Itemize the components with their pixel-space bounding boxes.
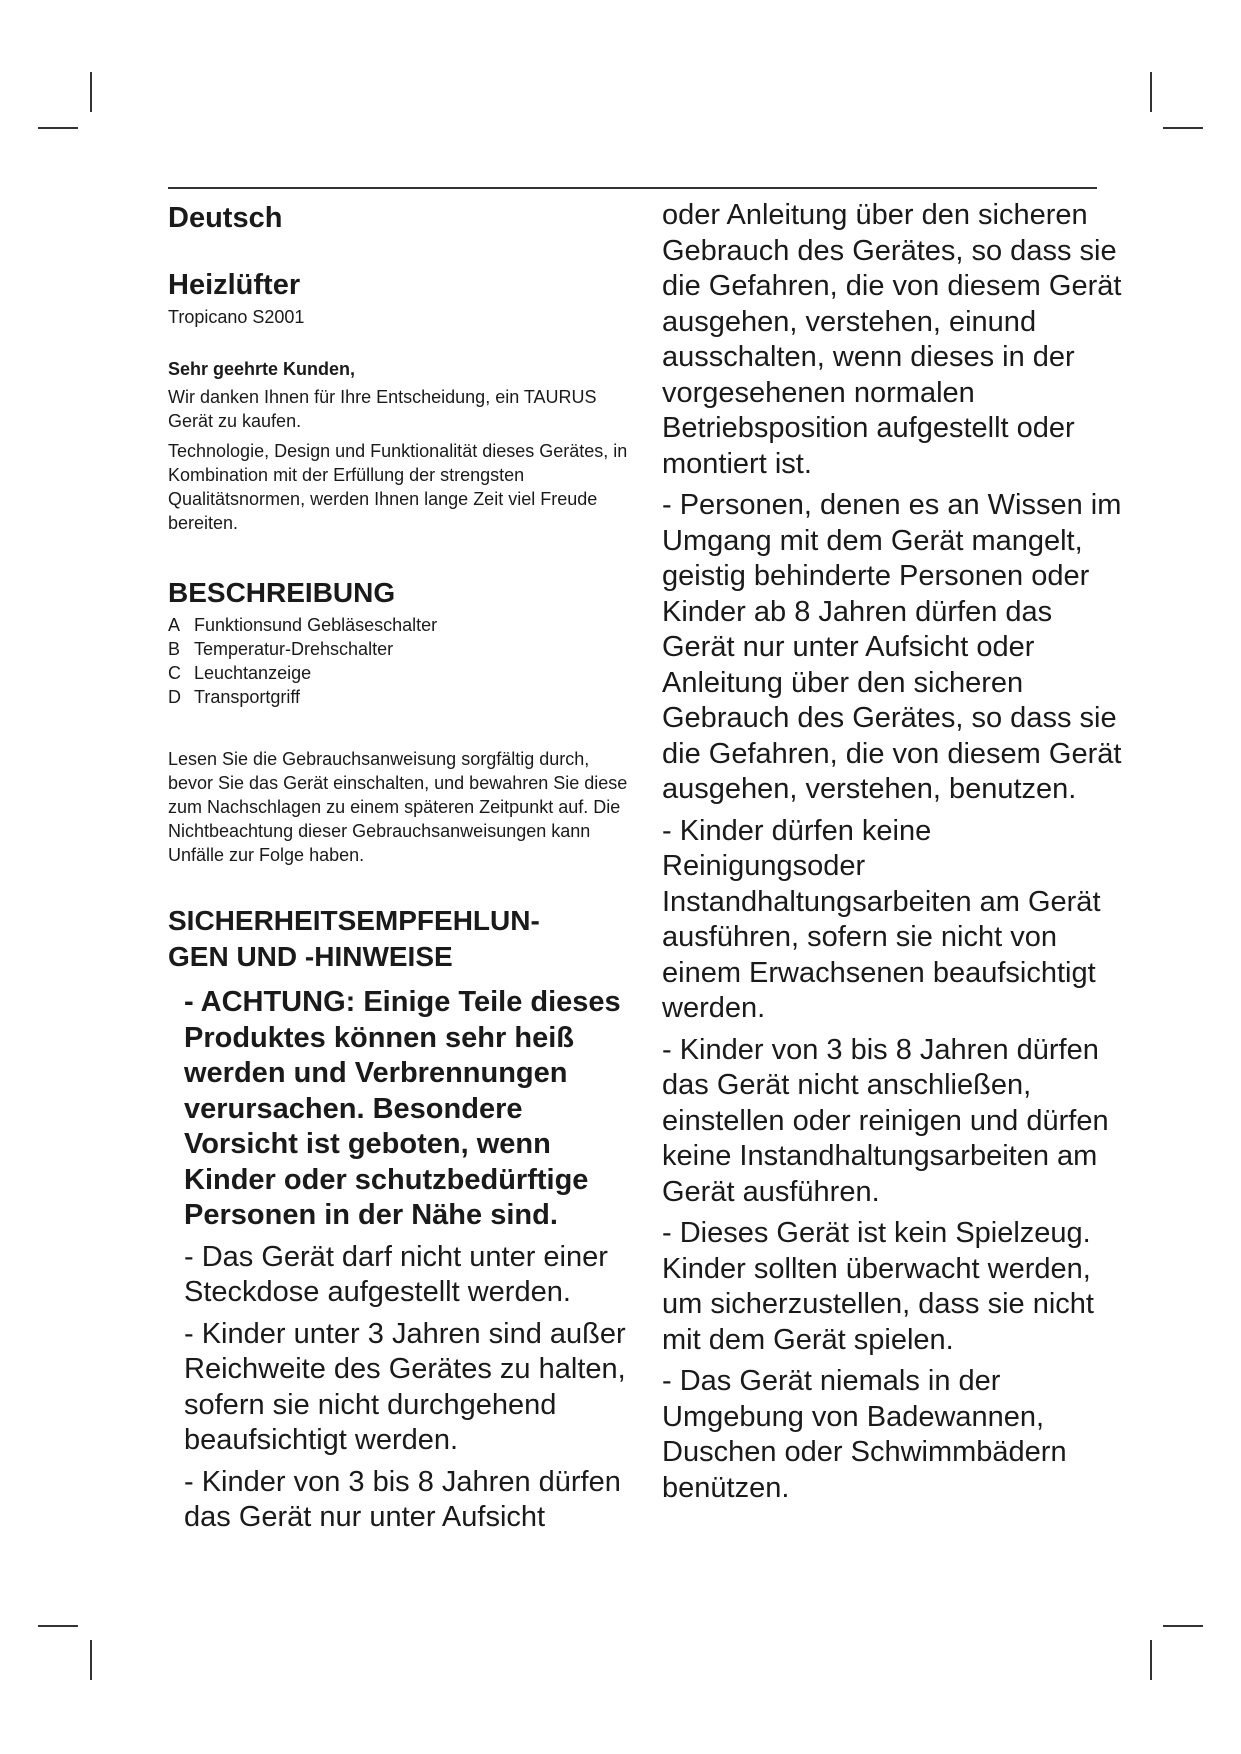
quality-paragraph: Technologie, Design und Funktionalität dieses Gerätes, in Kombination mit der Erfüllung der strengsten Qualitätsnormen, werden Ihnen lange Zeit viel Freude bereiten. [168,441,628,533]
greeting: Sehr geehrte Kunden, [168,359,356,379]
list-item: B Temperatur-Drehschalter [168,639,394,659]
safety-item: oder Anleitung über den sicheren Gebrauch des Gerätes, so dass sie die Gefahren, die von diesem Gerät ausgehen, verstehen, einund ausschalten, wenn dieses in der vorgesehenen normalen Betriebsposition aufgestellt oder montiert ist. [662,199,1122,480]
description-list [168,613,638,709]
crop-mark-top-left-vertical [90,72,92,112]
safety-item: - Personen, denen es an Wissen im Umgang mit dem Gerät mangelt, geistig behinderte Personen oder Kinder ab 8 Jahren dürfen das Gerät nur unter Aufsicht oder Anleitung über den sicheren Gebrauch des Gerätes, so dass sie die Gefahren, die von diesem Gerät ausgehen, verstehen, benutzen. [662,489,1122,805]
safety-item: - Kinder dürfen keine Reinigungsoder Instandhaltungsarbeiten am Gerät ausführen, sofern sie nicht von einem Erwachsenen beaufsichtigt werden. [662,814,1101,1024]
safety-heading-line-2: GEN UND -HINWEISE [168,941,453,972]
safety-item: - Kinder von 3 bis 8 Jahren dürfen das Gerät nicht anschließen, einstellen oder reinigen und dürfen keine Instandhaltungsarbeiten am Gerät ausführen. [662,1033,1109,1208]
safety-item: - Kinder von 3 bis 8 Jahren dürfen das Gerät nur unter Aufsicht [184,1465,621,1533]
safety-item: - Dieses Gerät ist kein Spielzeug. Kinder sollten überwacht werden, um sicherzustellen, dass sie nicht mit dem Gerät spielen. [662,1217,1094,1356]
safety-item: - Kinder unter 3 Jahren sind außer Reichweite des Gerätes zu halten, sofern sie nicht durchgehend beaufsichtigt werden. [184,1317,626,1456]
read-instructions-paragraph: Lesen Sie die Gebrauchsanweisung sorgfältig durch, bevor Sie das Gerät einschalten, und bewahren Sie diese zum Nachschlagen zu einem späteren Zeitpunkt auf. Die Nichtbeachtung dieser Gebrauchsanweisungen kann Unfälle zur Folge haben. [168,749,628,865]
list-item: A Funktionsund Gebläseschalter [168,615,438,635]
safety-heading-line-1: SICHERHEITSEMPFEHLUN- [168,905,540,936]
crop-mark-bottom-left-vertical [90,1640,92,1680]
description-heading: BESCHREIBUNG [168,577,396,608]
list-item: D Transportgriff [168,687,301,707]
crop-mark-top-right-vertical [1150,72,1152,112]
safety-item: - Das Gerät niemals in der Umgebung von Badewannen, Duschen oder Schwimmbädern benützen. [662,1365,1067,1504]
crop-mark-bottom-right-vertical [1150,1640,1152,1680]
crop-mark-bottom-left-horizontal [38,1625,78,1627]
heat-warning: - ACHTUNG: Einige Teile dieses Produktes können sehr heiß werden und Verbrennungen verursachen. Besondere Vorsicht ist geboten, wenn Kinder oder schutzbedürftige Personen in der Nähe sind. [184,986,621,1231]
crop-mark-top-left-horizontal [38,127,78,129]
list-item: C Leuchtanzeige [168,663,312,683]
safety-item: - Das Gerät darf nicht unter einer Steckdose aufgestellt werden. [184,1240,608,1308]
crop-mark-top-right-horizontal [1163,127,1203,129]
header-rule [168,187,1097,189]
safety-heading [168,903,638,975]
crop-mark-bottom-right-horizontal [1163,1625,1203,1627]
right-column [662,198,1122,1506]
left-column [168,198,638,1536]
product-model: Tropicano S2001 [168,307,305,327]
thanks-paragraph: Wir danken Ihnen für Ihre Entscheidung, ein TAURUS Gerät zu kaufen. [168,387,597,431]
product-title: Heizlüfter [168,269,301,301]
language-heading: Deutsch [168,202,283,234]
